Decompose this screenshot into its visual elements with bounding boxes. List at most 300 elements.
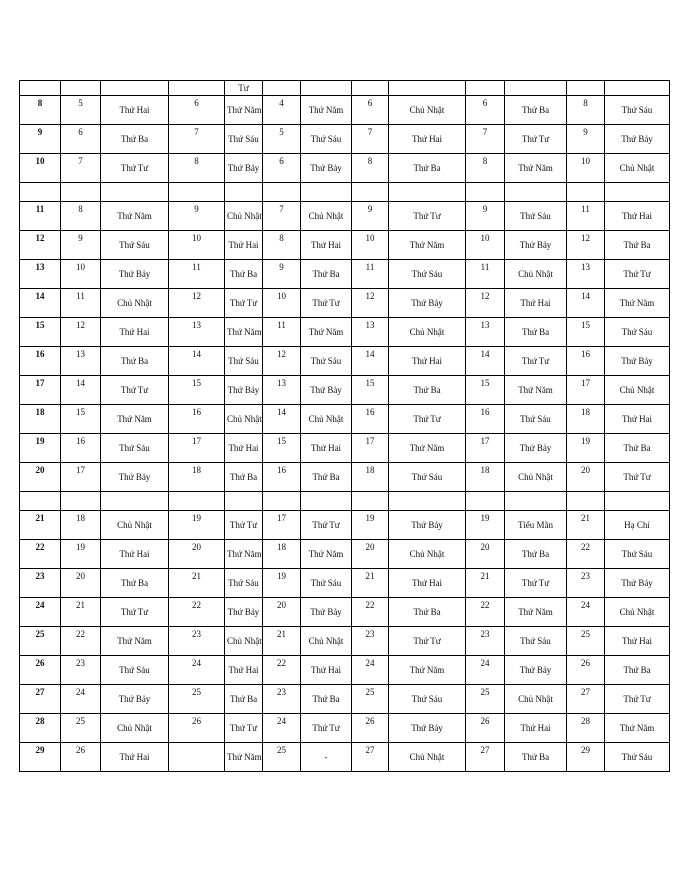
day-number-cell: 26 (61, 743, 101, 772)
day-number-cell: 6 (263, 154, 301, 183)
empty-cell (505, 492, 567, 511)
table-row (20, 260, 670, 289)
row-number-cell: 19 (20, 434, 61, 463)
table-row (20, 463, 670, 492)
weekday-cell: Tiểu Mãn (505, 511, 567, 540)
day-number-cell: 6 (169, 96, 225, 125)
weekday-cell: Thứ Năm (505, 376, 567, 405)
day-number-cell (169, 743, 225, 772)
day-number-cell: 15 (567, 318, 605, 347)
day-number-cell: 25 (61, 714, 101, 743)
day-number-cell: 10 (169, 231, 225, 260)
day-number-cell (567, 81, 605, 96)
weekday-cell: Thứ Sáu (505, 202, 567, 231)
day-number-cell: 23 (169, 627, 225, 656)
weekday-cell: Chủ Nhật (301, 405, 352, 434)
table-row (20, 434, 670, 463)
row-number-cell: 8 (20, 96, 61, 125)
weekday-cell: Thứ Hai (225, 434, 263, 463)
day-number-cell: 4 (263, 96, 301, 125)
weekday-cell: Thứ Năm (225, 743, 263, 772)
weekday-cell: Thứ Hai (605, 627, 670, 656)
weekday-cell: Thứ Tư (605, 260, 670, 289)
day-number-cell: 12 (169, 289, 225, 318)
day-number-cell (263, 81, 301, 96)
weekday-cell: Thứ Sáu (505, 405, 567, 434)
day-number-cell: 19 (466, 511, 505, 540)
day-number-cell: 23 (567, 569, 605, 598)
weekday-cell: Thứ Năm (301, 96, 352, 125)
weekday-cell: Thứ Sáu (605, 96, 670, 125)
day-number-cell: 8 (263, 231, 301, 260)
weekday-cell: Thứ Bảy (389, 511, 466, 540)
empty-cell (61, 492, 101, 511)
empty-cell (169, 183, 225, 202)
day-number-cell: 23 (263, 685, 301, 714)
table-row (20, 743, 670, 772)
weekday-cell: Thứ Năm (605, 714, 670, 743)
day-number-cell: 24 (169, 656, 225, 685)
weekday-cell: Thứ Sáu (605, 743, 670, 772)
day-number-cell: 12 (61, 318, 101, 347)
day-number-cell: 16 (352, 405, 389, 434)
row-number-cell: 17 (20, 376, 61, 405)
weekday-cell: Thứ Bảy (301, 598, 352, 627)
day-number-cell: 10 (466, 231, 505, 260)
empty-cell (466, 183, 505, 202)
empty-cell (101, 492, 169, 511)
day-number-cell: 7 (61, 154, 101, 183)
weekday-cell: Thứ Năm (301, 318, 352, 347)
empty-cell (20, 183, 61, 202)
day-number-cell: 26 (169, 714, 225, 743)
day-number-cell: 22 (169, 598, 225, 627)
row-number-cell: 10 (20, 154, 61, 183)
day-number-cell: 11 (466, 260, 505, 289)
weekday-cell (101, 81, 169, 96)
day-number-cell: 27 (466, 743, 505, 772)
day-number-cell: 11 (61, 289, 101, 318)
table-row (20, 125, 670, 154)
weekday-cell: Thứ Tư (605, 685, 670, 714)
day-number-cell: 19 (352, 511, 389, 540)
weekday-cell: Thứ Hai (225, 231, 263, 260)
weekday-cell: Thứ Ba (101, 347, 169, 376)
weekday-cell (505, 81, 567, 96)
weekday-cell: Chủ Nhật (225, 202, 263, 231)
table-row (20, 540, 670, 569)
weekday-cell: Thứ Ba (505, 318, 567, 347)
weekday-cell: Thứ Bảy (505, 231, 567, 260)
weekday-cell: Chủ Nhật (225, 627, 263, 656)
empty-cell (505, 183, 567, 202)
day-number-cell: 29 (567, 743, 605, 772)
day-number-cell: 17 (61, 463, 101, 492)
table-row (20, 405, 670, 434)
weekday-cell: Thứ Hai (225, 656, 263, 685)
row-number-cell: 28 (20, 714, 61, 743)
weekday-cell: Thứ Bảy (605, 569, 670, 598)
weekday-cell: Hạ Chí (605, 511, 670, 540)
row-number-cell: 22 (20, 540, 61, 569)
weekday-cell: Thứ Hai (101, 540, 169, 569)
weekday-cell: Thứ Tư (505, 347, 567, 376)
day-number-cell: 17 (567, 376, 605, 405)
day-number-cell (61, 81, 101, 96)
day-number-cell: 12 (567, 231, 605, 260)
day-number-cell: 21 (466, 569, 505, 598)
day-number-cell: 25 (352, 685, 389, 714)
day-number-cell: 26 (567, 656, 605, 685)
day-number-cell: 11 (169, 260, 225, 289)
day-number-cell: 21 (263, 627, 301, 656)
weekday-cell: Thứ Ba (225, 463, 263, 492)
day-number-cell: 5 (263, 125, 301, 154)
weekday-cell: Thứ Ba (505, 743, 567, 772)
weekday-cell: Thứ Hai (605, 405, 670, 434)
table-row (20, 569, 670, 598)
empty-cell (301, 183, 352, 202)
day-number-cell: 10 (567, 154, 605, 183)
weekday-cell: Thứ Năm (505, 598, 567, 627)
day-number-cell: 22 (466, 598, 505, 627)
row-number-cell: 12 (20, 231, 61, 260)
calendar-body (20, 81, 670, 772)
weekday-cell: Thứ Tư (225, 511, 263, 540)
day-number-cell: 8 (61, 202, 101, 231)
weekday-cell: Thứ Sáu (605, 540, 670, 569)
day-number-cell: 23 (352, 627, 389, 656)
weekday-cell: Thứ Sáu (225, 347, 263, 376)
weekday-cell: Thứ Năm (101, 627, 169, 656)
weekday-cell: Thứ Ba (301, 463, 352, 492)
day-number-cell: 15 (61, 405, 101, 434)
day-number-cell: 14 (169, 347, 225, 376)
day-number-cell: 22 (263, 656, 301, 685)
weekday-cell: Chủ Nhật (301, 627, 352, 656)
table-row (20, 347, 670, 376)
row-number-cell: 15 (20, 318, 61, 347)
weekday-cell: Thứ Bảy (605, 347, 670, 376)
table-row (20, 656, 670, 685)
weekday-cell: Thứ Sáu (605, 318, 670, 347)
weekday-cell: Thứ Hai (389, 125, 466, 154)
weekday-cell: Thứ Tư (605, 463, 670, 492)
row-number-cell: 16 (20, 347, 61, 376)
weekday-cell: Thứ Bảy (301, 376, 352, 405)
day-number-cell: 16 (567, 347, 605, 376)
day-number-cell: 18 (352, 463, 389, 492)
weekday-cell: Thứ Bảy (505, 656, 567, 685)
day-number-cell: 25 (169, 685, 225, 714)
day-number-cell: 20 (61, 569, 101, 598)
empty-cell (567, 183, 605, 202)
table-row (20, 289, 670, 318)
empty-cell (567, 492, 605, 511)
day-number-cell: 18 (263, 540, 301, 569)
day-number-cell: 18 (466, 463, 505, 492)
row-number-cell: 23 (20, 569, 61, 598)
day-number-cell: 6 (61, 125, 101, 154)
empty-cell (61, 183, 101, 202)
weekday-cell: Thứ Tư (225, 289, 263, 318)
spacer-row (20, 183, 670, 202)
day-number-cell: 9 (352, 202, 389, 231)
weekday-cell: Thứ Hai (301, 231, 352, 260)
table-row (20, 376, 670, 405)
weekday-cell: Thứ Bảy (101, 463, 169, 492)
weekday-cell: Thứ Năm (605, 289, 670, 318)
day-number-cell: 25 (466, 685, 505, 714)
weekday-cell: Chủ Nhật (389, 318, 466, 347)
day-number-cell: 14 (466, 347, 505, 376)
day-number-cell: 11 (352, 260, 389, 289)
weekday-cell: Chủ Nhật (301, 202, 352, 231)
day-number-cell: 7 (263, 202, 301, 231)
weekday-cell (605, 81, 670, 96)
day-number-cell: 22 (567, 540, 605, 569)
weekday-cell: Thứ Sáu (505, 627, 567, 656)
empty-cell (101, 183, 169, 202)
weekday-cell: Tư (225, 81, 263, 96)
empty-cell (263, 183, 301, 202)
weekday-cell: Thứ Ba (225, 685, 263, 714)
day-number-cell: 18 (61, 511, 101, 540)
day-number-cell: 14 (352, 347, 389, 376)
day-number-cell: 27 (352, 743, 389, 772)
day-number-cell: 12 (466, 289, 505, 318)
day-number-cell (169, 81, 225, 96)
day-number-cell: 16 (263, 463, 301, 492)
day-number-cell: 11 (567, 202, 605, 231)
weekday-cell: Thứ Tư (301, 714, 352, 743)
weekday-cell: Thứ Ba (505, 540, 567, 569)
weekday-cell: Thứ Hai (389, 347, 466, 376)
day-number-cell: 26 (352, 714, 389, 743)
day-number-cell: 24 (352, 656, 389, 685)
weekday-cell: Thứ Ba (301, 685, 352, 714)
day-number-cell: 9 (263, 260, 301, 289)
row-number-cell: 29 (20, 743, 61, 772)
day-number-cell: 20 (466, 540, 505, 569)
weekday-cell: Thứ Ba (225, 260, 263, 289)
row-number-cell: 21 (20, 511, 61, 540)
day-number-cell: 16 (169, 405, 225, 434)
day-number-cell: 6 (466, 96, 505, 125)
day-number-cell: 13 (466, 318, 505, 347)
empty-cell (389, 492, 466, 511)
weekday-cell: Thứ Sáu (101, 231, 169, 260)
day-number-cell: 13 (352, 318, 389, 347)
weekday-cell: Thứ Bảy (605, 125, 670, 154)
empty-cell (169, 492, 225, 511)
weekday-cell (389, 81, 466, 96)
day-number-cell: 20 (352, 540, 389, 569)
row-number-cell: 20 (20, 463, 61, 492)
day-number-cell: 23 (61, 656, 101, 685)
day-number-cell: 17 (263, 511, 301, 540)
day-number-cell: 14 (567, 289, 605, 318)
weekday-cell: Thứ Hai (389, 569, 466, 598)
day-number-cell: 22 (61, 627, 101, 656)
weekday-cell: Thứ Ba (101, 125, 169, 154)
day-number-cell: 14 (263, 405, 301, 434)
table-row (20, 714, 670, 743)
weekday-cell: Thứ Hai (101, 96, 169, 125)
weekday-cell: Thứ Năm (389, 434, 466, 463)
day-number-cell: 8 (567, 96, 605, 125)
day-number-cell: 5 (61, 96, 101, 125)
weekday-cell: Thứ Bảy (101, 685, 169, 714)
day-number-cell: 6 (352, 96, 389, 125)
weekday-cell: Thứ Hai (301, 656, 352, 685)
weekday-cell: Thứ Tư (505, 569, 567, 598)
empty-cell (352, 492, 389, 511)
weekday-cell: Thứ Tư (389, 405, 466, 434)
weekday-cell: Thứ Bảy (301, 154, 352, 183)
weekday-cell: Thứ Hai (605, 202, 670, 231)
day-number-cell: 24 (263, 714, 301, 743)
weekday-cell: Thứ Tư (389, 202, 466, 231)
calendar-table (19, 80, 670, 772)
table-row (20, 231, 670, 260)
day-number-cell: 9 (466, 202, 505, 231)
weekday-cell: Thứ Năm (101, 405, 169, 434)
day-number-cell: 20 (263, 598, 301, 627)
row-number-cell: 25 (20, 627, 61, 656)
weekday-cell: Thứ Hai (505, 289, 567, 318)
weekday-cell: Thứ Sáu (389, 463, 466, 492)
row-number-cell: 11 (20, 202, 61, 231)
weekday-cell: Thứ Sáu (301, 347, 352, 376)
day-number-cell: 15 (352, 376, 389, 405)
weekday-cell: Thứ Sáu (101, 656, 169, 685)
empty-cell (389, 183, 466, 202)
weekday-cell: Thứ Bảy (225, 376, 263, 405)
weekday-cell: Thứ Hai (101, 318, 169, 347)
day-number-cell: 19 (263, 569, 301, 598)
weekday-cell: Chủ Nhật (505, 685, 567, 714)
table-row (20, 202, 670, 231)
weekday-cell: Thứ Ba (101, 569, 169, 598)
weekday-cell: Thứ Hai (301, 434, 352, 463)
day-number-cell: 8 (466, 154, 505, 183)
day-number-cell: 24 (61, 685, 101, 714)
weekday-cell: Thứ Bảy (101, 260, 169, 289)
row-number-cell: 13 (20, 260, 61, 289)
weekday-cell: Chủ Nhật (389, 96, 466, 125)
weekday-cell: Chủ Nhật (225, 405, 263, 434)
weekday-cell: Thứ Tư (301, 511, 352, 540)
table-row (20, 318, 670, 347)
day-number-cell: 9 (169, 202, 225, 231)
empty-cell (352, 183, 389, 202)
day-number-cell: 23 (466, 627, 505, 656)
weekday-cell: Thứ Tư (101, 376, 169, 405)
day-number-cell: 20 (567, 463, 605, 492)
day-number-cell: 25 (567, 627, 605, 656)
day-number-cell: 27 (567, 685, 605, 714)
row-number-cell: 18 (20, 405, 61, 434)
day-number-cell: 15 (169, 376, 225, 405)
day-number-cell: 17 (352, 434, 389, 463)
weekday-cell: Thứ Bảy (389, 714, 466, 743)
day-number-cell: 18 (169, 463, 225, 492)
weekday-cell: Chủ Nhật (101, 289, 169, 318)
weekday-cell: Thứ Sáu (301, 125, 352, 154)
weekday-cell: Thứ Sáu (101, 434, 169, 463)
day-number-cell: 10 (61, 260, 101, 289)
weekday-cell: Thứ Năm (505, 154, 567, 183)
day-number-cell: 11 (263, 318, 301, 347)
weekday-cell: Thứ Hai (505, 714, 567, 743)
weekday-cell: Thứ Ba (389, 154, 466, 183)
day-number-cell: 12 (263, 347, 301, 376)
empty-cell (225, 183, 263, 202)
weekday-cell: Chủ Nhật (389, 743, 466, 772)
day-number-cell: 15 (263, 434, 301, 463)
weekday-cell: Thứ Bảy (225, 154, 263, 183)
weekday-cell: Thứ Sáu (225, 125, 263, 154)
weekday-cell: Thứ Bảy (505, 434, 567, 463)
day-number-cell: 28 (567, 714, 605, 743)
day-number-cell: 17 (169, 434, 225, 463)
empty-cell (301, 492, 352, 511)
day-number-cell: 14 (61, 376, 101, 405)
weekday-cell: Thứ Tư (505, 125, 567, 154)
weekday-cell: Thứ Năm (225, 540, 263, 569)
day-number-cell: 8 (352, 154, 389, 183)
day-number-cell: 24 (466, 656, 505, 685)
day-number-cell (352, 81, 389, 96)
day-number-cell: 18 (567, 405, 605, 434)
weekday-cell: Thứ Năm (301, 540, 352, 569)
weekday-cell: Thứ Ba (389, 598, 466, 627)
day-number-cell: 10 (352, 231, 389, 260)
day-number-cell: 22 (352, 598, 389, 627)
day-number-cell: 17 (466, 434, 505, 463)
day-number-cell: 19 (567, 434, 605, 463)
empty-cell (466, 492, 505, 511)
day-number-cell: 19 (61, 540, 101, 569)
weekday-cell: Thứ Năm (389, 656, 466, 685)
weekday-cell: Thứ Tư (225, 714, 263, 743)
day-number-cell: 25 (263, 743, 301, 772)
row-number-cell: 24 (20, 598, 61, 627)
weekday-cell: Thứ Sáu (225, 569, 263, 598)
weekday-cell: Thứ Bảy (225, 598, 263, 627)
table-row (20, 627, 670, 656)
day-number-cell: 9 (567, 125, 605, 154)
weekday-cell: Thứ Ba (301, 260, 352, 289)
spacer-row (20, 492, 670, 511)
day-number-cell: 7 (352, 125, 389, 154)
day-number-cell: 13 (169, 318, 225, 347)
weekday-cell: - (301, 743, 352, 772)
day-number-cell (466, 81, 505, 96)
weekday-cell: Chủ Nhật (605, 154, 670, 183)
table-row (20, 685, 670, 714)
day-number-cell: 8 (169, 154, 225, 183)
row-number-cell: 14 (20, 289, 61, 318)
weekday-cell: Thứ Ba (389, 376, 466, 405)
day-number-cell: 16 (61, 434, 101, 463)
row-number-cell (20, 81, 61, 96)
weekday-cell: Chủ Nhật (605, 376, 670, 405)
day-number-cell: 13 (61, 347, 101, 376)
weekday-cell: Thứ Năm (101, 202, 169, 231)
weekday-cell: Thứ Năm (389, 231, 466, 260)
